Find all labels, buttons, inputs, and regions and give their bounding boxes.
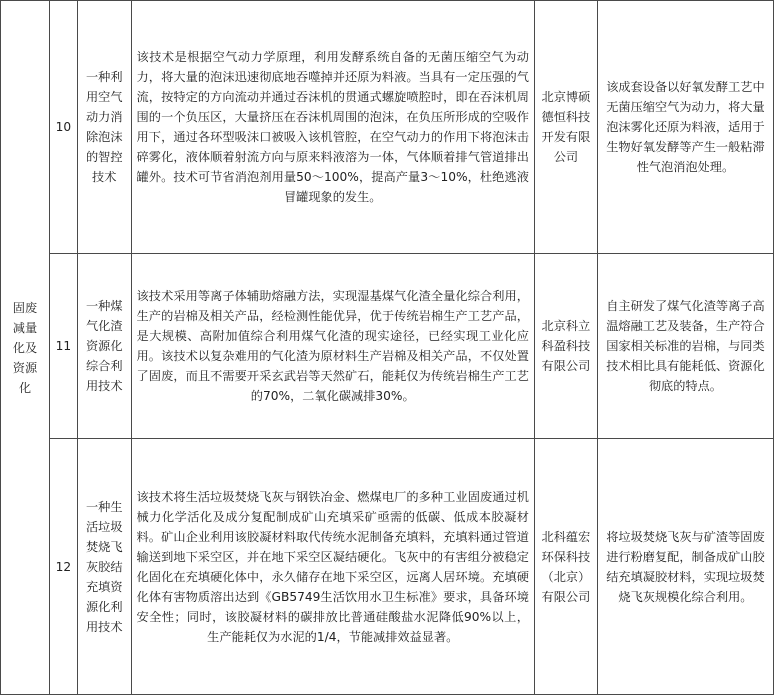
table-row	[1, 439, 774, 695]
technology-note: 该成套设备以好氧发酵工艺中无菌压缩空气为动力，将大量泡沫雾化还原为料液，适用于生物好氧发酵等产生一般粘滞性气泡消泡处理。	[597, 1, 773, 254]
technology-description: 该技术采用等离子体辅助熔融方法，实现湿基煤气化渣全量化综合利用，生产的岩棉及相关产品，经检测性能优异，优于传统岩棉生产工艺产品，是大规模、高附加值综合利用煤气化渣的现实途径，已经实现工业化应用。该技术以复杂难用的气化渣为原材料生产岩棉及相关产品，不仅处置了固废，而且不需要开采玄武岩等天然矿石，能耗仅为传统岩棉生产工艺的70%，二氧化碳减排30%。	[131, 254, 534, 439]
company-name: 北科蕴宏环保科技（北京）有限公司	[534, 439, 597, 695]
technology-name: 一种生活垃圾焚烧飞灰胶结充填资源化利用技术	[77, 439, 131, 695]
technology-description: 该技术是根据空气动力学原理，利用发酵系统自备的无菌压缩空气为动力，将大量的泡沫迅速彻底地吞噬掉并还原为料液。当具有一定压强的气流，按特定的方向流动并通过吞沫机的贯通式螺旋喷腔时，即在吞沫机周围的一个负压区，大量挤压在吞沫机周围的泡沫，在负压所形成的空吸作用下，通过各环型吸沫口被吸入该机管腔，在空气动力的作用下将泡沫击碎雾化，液体顺着射流方向与原来料液溶为一体，气体顺着排气管道排出罐外。技术可节省消泡剂用量50～100%，提高产量3～10%，杜绝逃液冒罐现象的发生。	[131, 1, 534, 254]
technology-note: 将垃圾焚烧飞灰与矿渣等固废进行粉磨复配，制备成矿山胶结充填凝胶材料，实现垃圾焚烧飞灰规模化综合利用。	[597, 439, 773, 695]
technology-note: 自主研发了煤气化渣等离子高温熔融工艺及装备，生产符合国家相关标准的岩棉，与同类技术相比具有能耗低、资源化彻底的特点。	[597, 254, 773, 439]
row-number: 11	[49, 254, 77, 439]
technology-description: 该技术将生活垃圾焚烧飞灰与钢铁冶金、燃煤电厂的多种工业固废通过机械力化学活化及成分复配制成矿山充填采矿亟需的低碳、低成本胶凝材料。矿山企业利用该胶凝材料取代传统水泥制备充填料，充填料通过管道输送到地下采空区，并在地下采空区凝结硬化。飞灰中的有害组分被稳定化固化在充填硬化体中，永久储存在地下采空区，远离人居环境。充填硬化体有害物质溶出达到《GB5749生活饮用水卫生标准》要求，具备环境安全性；同时，该胶凝材料的碳排放比普通硅酸盐水泥降低90%以上，生产能耗仅为水泥的1/4，节能减排效益显著。	[131, 439, 534, 695]
company-name: 北京科立科盈科技有限公司	[534, 254, 597, 439]
row-number: 12	[49, 439, 77, 695]
table-row	[1, 254, 774, 439]
category-cell: 固废减量化及资源化	[1, 1, 50, 695]
technology-name: 一种煤气化渣资源化综合利用技术	[77, 254, 131, 439]
company-name: 北京博硕德恒科技开发有限公司	[534, 1, 597, 254]
table-row	[1, 1, 774, 254]
row-number: 10	[49, 1, 77, 254]
technology-name: 一种利用空气动力消除泡沫的智控技术	[77, 1, 131, 254]
